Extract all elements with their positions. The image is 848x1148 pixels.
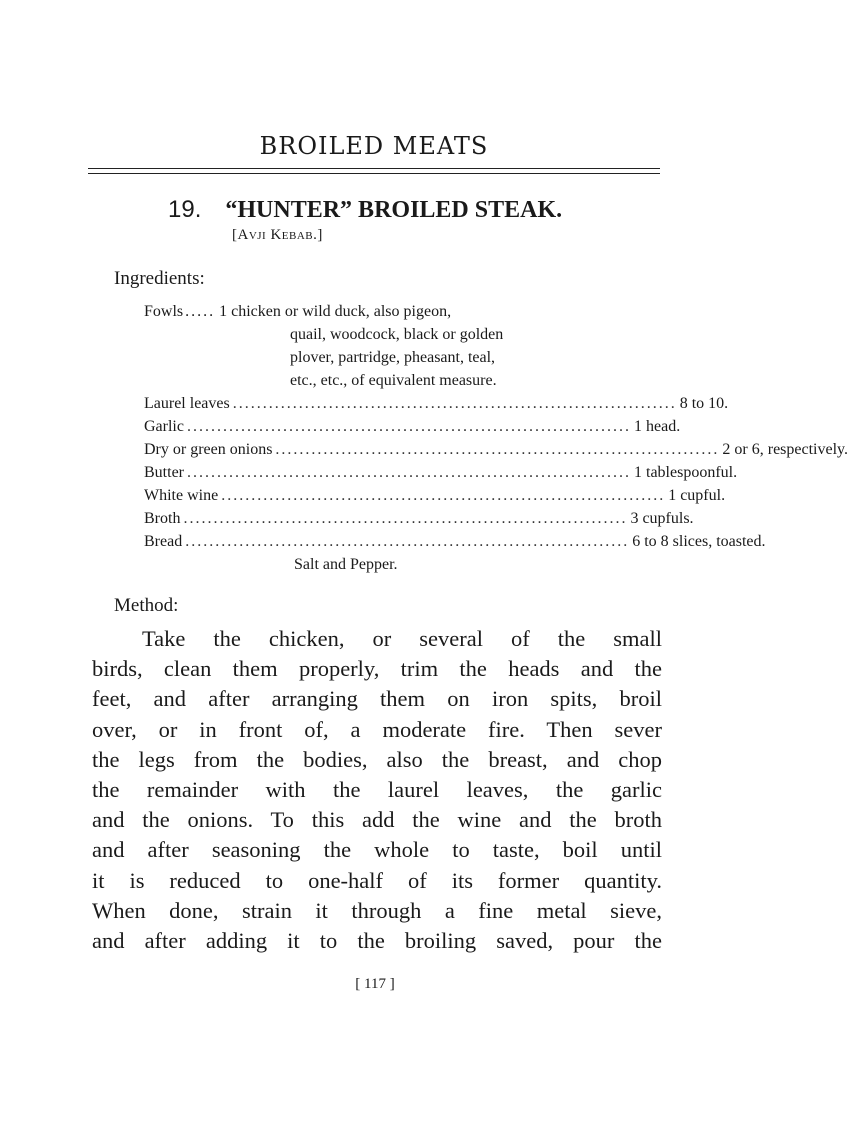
leader-dots: ..........................................................................	[185, 533, 630, 550]
recipe-subtitle: [Avji Kebab.]	[232, 227, 323, 243]
ingredient-qty: 1 tablespoonful.	[634, 464, 738, 481]
recipe-title	[168, 196, 562, 224]
recipe-number: 19.	[168, 196, 202, 223]
ingredient-row	[144, 461, 738, 484]
method-line: it is reduced to one-half of its former quantity.	[92, 867, 662, 893]
header-rule-thick	[88, 168, 660, 169]
ingredient-row-fowls	[144, 300, 610, 323]
seasoning-line: Salt and Pepper.	[294, 556, 398, 573]
ingredient-qty: 1 head.	[633, 418, 681, 435]
method-line: the remainder with the laurel leaves, the garlic	[92, 776, 662, 802]
header-rule-thin	[88, 173, 660, 174]
ingredient-row	[144, 507, 694, 530]
leader-dots: ..........................................................................	[187, 464, 631, 481]
ingredient-qty: 3 cupfuls.	[630, 510, 694, 527]
ingredient-row	[144, 484, 726, 507]
ingredient-continuation: plover, partridge, pheasant, teal,	[290, 349, 496, 366]
leader-dots: ..........................................................................	[275, 441, 720, 458]
method-line: When done, strain it through a fine metal sieve,	[92, 897, 662, 923]
page-number: [ 117 ]	[355, 976, 395, 992]
method-line: birds, clean them properly, trim the heads and the	[92, 656, 662, 682]
ingredient-qty: 1 chicken or wild duck, also pigeon,	[219, 303, 452, 320]
leader-dots: ..........................................................................	[186, 418, 631, 435]
ingredient-name: Bread	[144, 533, 183, 550]
ingredient-name: White wine	[144, 487, 219, 504]
ingredient-qty: 2 or 6, respectively.	[722, 441, 848, 458]
ingredient-name: Fowls	[144, 303, 184, 320]
ingredient-qty: 1 cupful.	[668, 487, 726, 504]
ingredient-name: Dry or green onions	[144, 441, 273, 458]
ingredients-list	[144, 300, 848, 553]
ingredient-name: Laurel leaves	[144, 395, 230, 412]
ingredients-heading: Ingredients:	[114, 268, 205, 289]
method-line: the legs from the bodies, also the breast, and chop	[92, 746, 662, 772]
running-header: BROILED MEATS	[259, 132, 489, 160]
recipe-title-text: “HUNTER” BROILED STEAK.	[225, 197, 563, 223]
method-line: and the onions. To this add the wine and the broth	[92, 807, 662, 833]
ingredient-name: Broth	[144, 510, 181, 527]
ingredient-continuation: etc., etc., of equivalent measure.	[290, 372, 497, 389]
leader-dots: ..........................................................................	[183, 510, 628, 527]
method-line: and after seasoning the whole to taste, boil until	[92, 837, 662, 863]
ingredient-qty: 8 to 10.	[679, 395, 729, 412]
ingredient-row	[144, 415, 681, 438]
ingredient-row	[144, 530, 766, 553]
method-line: and after adding it to the broiling saved, pour the	[92, 927, 662, 953]
method-heading: Method:	[114, 595, 179, 616]
ingredient-name: Garlic	[144, 418, 184, 435]
ingredient-qty: 6 to 8 slices, toasted.	[632, 533, 766, 550]
leader-dots: ..........................................................................	[221, 487, 666, 504]
leader-dots: .....	[185, 303, 216, 320]
ingredient-row	[144, 392, 729, 415]
method-text	[92, 624, 662, 956]
method-line: Take the chicken, or several of the small	[142, 626, 662, 651]
leader-dots: ..........................................................................	[232, 395, 677, 412]
ingredient-continuation: quail, woodcock, black or golden	[290, 326, 504, 343]
method-line: over, or in front of, a moderate fire. Then sever	[92, 716, 662, 742]
method-line: feet, and after arranging them on iron spits, broil	[92, 686, 662, 712]
ingredient-name: Butter	[144, 464, 184, 481]
ingredient-row	[144, 438, 848, 461]
